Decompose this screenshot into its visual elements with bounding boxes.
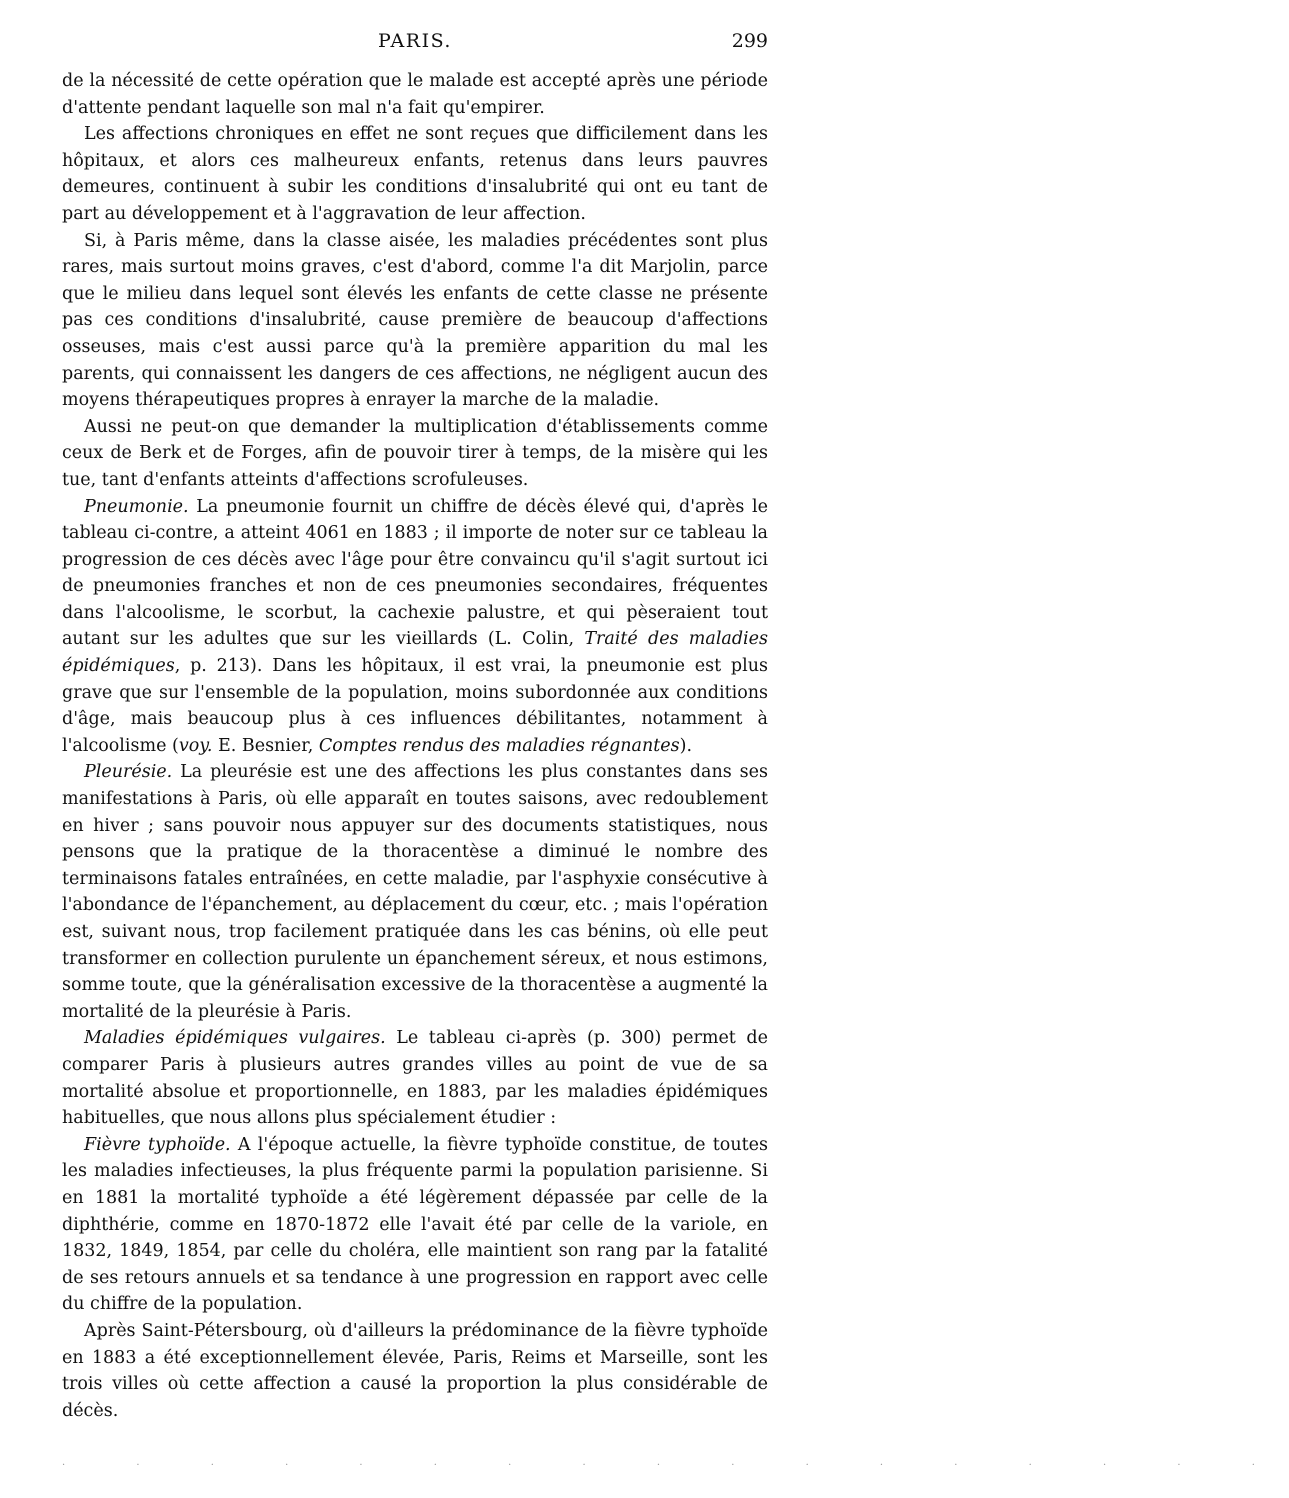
paragraph-maladies-epidemiques — [62, 1025, 768, 1131]
paragraph-3-text: Si, à Paris même, dans la classe aisée, les maladies précédentes sont plus rares, mais surtout moins graves, c'est d'abord, comme l'a dit Marjolin, parce que le milieu dans lequel sont élevés les enfants de cette classe ne présente pas ces conditions d'insalubrité, cause première de beaucoup d'affections osseuses, mais c'est aussi parce qu'à la première apparition du mal les parents, qui connaissent les dangers de ces affections, ne négligent aucun des moyens thérapeutiques propres à enrayer la marche de la maladie. — [62, 230, 768, 411]
running-head: PARIS. — [378, 30, 452, 52]
paragraph-pleuresie — [62, 759, 768, 1025]
segment: La pleurésie est une des affections les plus constantes dans ses manifestations à Paris, où elle apparaît en toutes saisons, avec redoublement en hiver ; sans pouvoir nous appuyer sur des documents statistiques, nous pensons que la pratique de la thoracentèse a diminué le nombre des terminaisons fatales entraînées, en cette maladie, par l'asphyxie consécutive à l'abondance de l'épanchement, au déplacement du cœur, etc. ; mais l'opération est, suivant nous, trop facilement pratiquée dans les cas bénins, où elle peut transformer en collection purulente un épanchement séreux, et nous estimons, somme toute, que la généralisation excessive de la thoracentèse a augmenté la mortalité de la pleurésie à Paris. — [62, 762, 768, 1022]
page-number: 299 — [731, 30, 768, 52]
segment: E. Besnier, — [212, 735, 319, 756]
segment-italic: voy. — [178, 735, 213, 756]
segment: ). — [679, 735, 693, 756]
segment: , p. 213). Dans les hôpitaux, il est vrai, la pneumonie est plus grave que sur l'ensemble de la population, moins subordonnée aux conditions d'âge, mais beaucoup plus à ces influences débilitantes, notamment à l'alcoolisme ( — [62, 656, 768, 756]
paragraph-2-text: Les affections chroniques en effet ne sont reçues que difficilement dans les hôpitaux, et alors ces malheureux enfants, retenus dans leurs pauvres demeures, continuent à subir les conditions d'insalubrité qui ont eu tant de part au développement et à l'aggravation de leur affection. — [62, 124, 768, 224]
paragraph-4-text: Aussi ne peut-on que demander la multiplication d'établissements comme ceux de Berk et de Forges, afin de pouvoir tirer à temps, de la misère qui les tue, tant d'enfants atteints d'affections scrofuleuses. — [62, 416, 768, 490]
paragraph-2 — [62, 121, 768, 227]
section-lead-pleuresie: Pleurésie. — [84, 762, 173, 783]
segment: La pneumonie fournit un chiffre de décès élevé qui, d'après le tableau ci-contre, a atteint 4061 en 1883 ; il importe de noter sur ce tableau la progression de ces décès avec l'âge pour être convaincu qu'il s'agit surtout ici de pneumonies franches et non de ces pneumonies secondaires, fréquentes dans l'alcoolisme, le scorbut, la cachexie palustre, et qui pèseraient tout autant sur les adultes que sur les vieillards (L. Colin, — [62, 496, 768, 650]
page-header — [62, 30, 768, 58]
segment: A l'époque actuelle, la fièvre typhoïde constitue, de toutes les maladies infectieuses, la plus fréquente parmi la population parisienne. Si en 1881 la mortalité typhoïde a été légèrement dépassée par celle de la diphthérie, comme en 1870-1872 elle l'avait été par celle de la variole, en 1832, 1849, 1854, par celle du choléra, elle maintient son rang par la fatalité de ses retours annuels et sa tendance à une progression en rapport avec celle du chiffre de la population. — [62, 1134, 768, 1315]
paragraph-fievre-typhoide — [62, 1132, 768, 1318]
paragraph-4 — [62, 414, 768, 494]
paragraph-3 — [62, 228, 768, 414]
paragraph-last — [62, 1318, 768, 1424]
section-lead-fievre-typhoide: Fièvre typhoïde. — [84, 1134, 231, 1155]
body-text — [62, 68, 768, 1424]
paragraph-pneumonie — [62, 494, 768, 760]
section-lead-pneumonie: Pneumonie. — [84, 496, 189, 517]
section-lead-maladies-epidemiques: Maladies épidémiques vulgaires. — [84, 1028, 386, 1049]
segment: Le tableau ci-après (p. 300) permet de comparer Paris à plusieurs autres grandes villes au point de vue de sa mortalité absolue et proportionnelle, en 1883, par les maladies épidémiques habituelles, que nous allons plus spécialement étudier : — [62, 1028, 768, 1129]
segment-italic: Comptes rendus des maladies régnantes — [318, 735, 680, 756]
paragraph-1: de la nécessité de cette opération que le malade est accepté après une période d'attente pendant laquelle son mal n'a fait qu'empirer. — [62, 71, 768, 118]
paragraph-last-text: Après Saint-Pétersbourg, où d'ailleurs la prédominance de la fièvre typhoïde en 1883 a été exceptionnellement élevée, Paris, Reims et Marseille, sont les trois villes où cette affection a causé la proportion la plus considérable de décès. — [62, 1320, 768, 1421]
segment-italic: Traité des maladies épidémiques — [62, 629, 768, 677]
footer-dots: · · · · · · · · · · · · · · · · · — [62, 1460, 1289, 1471]
